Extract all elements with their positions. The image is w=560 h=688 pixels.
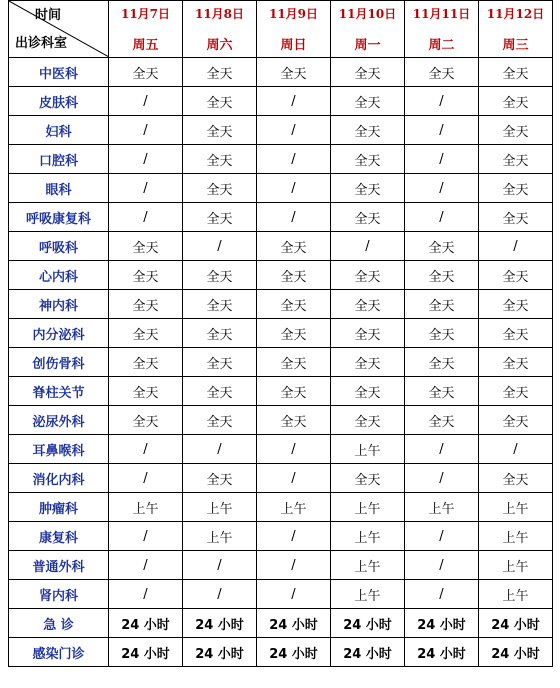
table-row <box>9 174 553 203</box>
schedule-cell: 全天 <box>331 174 405 203</box>
schedule-cell: 全天 <box>405 290 479 319</box>
schedule-cell: 全天 <box>183 58 257 87</box>
schedule-cell: 全天 <box>405 406 479 435</box>
schedule-cell: 24 小时 <box>331 638 405 667</box>
schedule-cell: 24 小时 <box>257 609 331 638</box>
department-name: 康复科 <box>9 522 109 551</box>
schedule-cell: 上午 <box>479 580 553 609</box>
schedule-cell: 全天 <box>183 261 257 290</box>
table-row <box>9 261 553 290</box>
schedule-cell: / <box>479 232 553 261</box>
schedule-cell: 全天 <box>183 319 257 348</box>
schedule-cell: 全天 <box>479 464 553 493</box>
schedule-cell: 24 小时 <box>109 638 183 667</box>
schedule-body <box>9 58 553 667</box>
department-name: 急 诊 <box>9 609 109 638</box>
schedule-cell: 全天 <box>405 377 479 406</box>
schedule-cell: 上午 <box>109 493 183 522</box>
column-header-1 <box>183 1 257 58</box>
schedule-cell: / <box>109 435 183 464</box>
schedule-cell: 全天 <box>257 58 331 87</box>
schedule-cell: 全天 <box>109 232 183 261</box>
schedule-cell: 上午 <box>405 493 479 522</box>
schedule-cell: 全天 <box>331 319 405 348</box>
department-name: 呼吸科 <box>9 232 109 261</box>
table-row <box>9 203 553 232</box>
schedule-cell: / <box>257 580 331 609</box>
column-day: 周三 <box>502 38 529 53</box>
table-row <box>9 551 553 580</box>
table-row <box>9 290 553 319</box>
schedule-cell: 24 小时 <box>479 609 553 638</box>
schedule-cell: / <box>405 551 479 580</box>
schedule-cell: / <box>405 203 479 232</box>
schedule-cell: 上午 <box>331 522 405 551</box>
schedule-cell: 全天 <box>331 406 405 435</box>
table-row <box>9 638 553 667</box>
department-name: 肿瘤科 <box>9 493 109 522</box>
schedule-cell: 全天 <box>109 319 183 348</box>
schedule-cell: 24 小时 <box>183 638 257 667</box>
column-header-0 <box>109 1 183 58</box>
schedule-cell: 全天 <box>183 116 257 145</box>
table-row <box>9 145 553 174</box>
schedule-cell: / <box>257 551 331 580</box>
schedule-cell: 全天 <box>257 319 331 348</box>
schedule-cell: / <box>109 116 183 145</box>
department-name: 皮肤科 <box>9 87 109 116</box>
schedule-cell: 全天 <box>479 58 553 87</box>
schedule-cell: 全天 <box>405 58 479 87</box>
table-row <box>9 319 553 348</box>
schedule-cell: 全天 <box>479 116 553 145</box>
schedule-cell: / <box>183 435 257 464</box>
table-row <box>9 348 553 377</box>
schedule-cell: 全天 <box>109 290 183 319</box>
department-name: 神内科 <box>9 290 109 319</box>
schedule-cell: / <box>257 116 331 145</box>
schedule-cell: 全天 <box>257 290 331 319</box>
schedule-cell: 上午 <box>331 551 405 580</box>
table-row <box>9 522 553 551</box>
schedule-cell: 全天 <box>331 464 405 493</box>
schedule-cell: 全天 <box>479 261 553 290</box>
header-row <box>9 1 553 58</box>
table-row <box>9 435 553 464</box>
schedule-cell: / <box>257 522 331 551</box>
schedule-cell: 全天 <box>109 261 183 290</box>
schedule-cell: 全天 <box>257 261 331 290</box>
schedule-cell: / <box>183 580 257 609</box>
table-row <box>9 406 553 435</box>
schedule-cell: / <box>109 464 183 493</box>
department-name: 耳鼻喉科 <box>9 435 109 464</box>
table-row <box>9 232 553 261</box>
department-name: 肾内科 <box>9 580 109 609</box>
schedule-cell: 24 小时 <box>405 638 479 667</box>
department-name: 普通外科 <box>9 551 109 580</box>
schedule-cell: / <box>109 87 183 116</box>
table-row <box>9 609 553 638</box>
column-date: 11月11日 <box>412 7 471 21</box>
schedule-cell: / <box>405 145 479 174</box>
table-row <box>9 58 553 87</box>
schedule-cell: / <box>183 232 257 261</box>
schedule-cell: 全天 <box>479 319 553 348</box>
department-name: 脊柱关节 <box>9 377 109 406</box>
schedule-cell: 全天 <box>405 319 479 348</box>
column-date: 11月12日 <box>486 7 545 21</box>
schedule-cell: 全天 <box>479 348 553 377</box>
schedule-cell: 全天 <box>331 145 405 174</box>
schedule-cell: / <box>109 145 183 174</box>
schedule-cell: / <box>257 464 331 493</box>
department-name: 口腔科 <box>9 145 109 174</box>
schedule-cell: / <box>257 87 331 116</box>
schedule-cell: / <box>405 174 479 203</box>
schedule-cell: 全天 <box>479 406 553 435</box>
corner-label-time: 时间 <box>35 8 62 23</box>
department-name: 中医科 <box>9 58 109 87</box>
schedule-cell: 全天 <box>405 232 479 261</box>
schedule-cell: 全天 <box>183 203 257 232</box>
schedule-cell: 全天 <box>257 232 331 261</box>
corner-cell <box>9 1 109 58</box>
table-row <box>9 87 553 116</box>
schedule-cell: 上午 <box>479 493 553 522</box>
schedule-cell: / <box>405 522 479 551</box>
schedule-cell: 上午 <box>257 493 331 522</box>
schedule-cell: 24 小时 <box>257 638 331 667</box>
schedule-cell: 24 小时 <box>331 609 405 638</box>
schedule-cell: 全天 <box>479 203 553 232</box>
schedule-cell: / <box>405 464 479 493</box>
schedule-cell: / <box>257 145 331 174</box>
department-name: 妇科 <box>9 116 109 145</box>
schedule-cell: 全天 <box>331 203 405 232</box>
schedule-cell: 上午 <box>331 493 405 522</box>
schedule-cell: / <box>257 174 331 203</box>
schedule-cell: 上午 <box>331 435 405 464</box>
table-row <box>9 580 553 609</box>
schedule-cell: 全天 <box>183 406 257 435</box>
clinic-schedule-table <box>8 0 553 667</box>
column-header-2 <box>257 1 331 58</box>
schedule-cell: 全天 <box>331 261 405 290</box>
corner-label-department: 出诊科室 <box>15 36 68 51</box>
schedule-cell: 24 小时 <box>479 638 553 667</box>
schedule-cell: 全天 <box>257 406 331 435</box>
schedule-cell: 全天 <box>479 290 553 319</box>
schedule-cell: 上午 <box>331 580 405 609</box>
schedule-cell: 全天 <box>183 174 257 203</box>
department-name: 感染门诊 <box>9 638 109 667</box>
schedule-cell: 全天 <box>331 87 405 116</box>
table-row <box>9 464 553 493</box>
schedule-cell: 全天 <box>479 377 553 406</box>
schedule-cell: / <box>405 435 479 464</box>
column-day: 周一 <box>354 38 381 53</box>
schedule-cell: 全天 <box>183 145 257 174</box>
schedule-cell: 全天 <box>479 174 553 203</box>
schedule-cell: / <box>405 580 479 609</box>
schedule-cell: / <box>109 551 183 580</box>
schedule-cell: 全天 <box>109 377 183 406</box>
department-name: 呼吸康复科 <box>9 203 109 232</box>
schedule-cell: 上午 <box>479 522 553 551</box>
column-date: 11月7日 <box>120 7 171 21</box>
schedule-cell: 全天 <box>183 377 257 406</box>
schedule-cell: 24 小时 <box>183 609 257 638</box>
schedule-cell: / <box>109 522 183 551</box>
schedule-cell: 24 小时 <box>109 609 183 638</box>
table-row <box>9 493 553 522</box>
schedule-cell: 全天 <box>479 145 553 174</box>
schedule-cell: 全天 <box>479 87 553 116</box>
table-row <box>9 377 553 406</box>
schedule-cell: 全天 <box>405 261 479 290</box>
schedule-cell: 全天 <box>183 290 257 319</box>
schedule-cell: / <box>109 580 183 609</box>
schedule-cell: / <box>479 435 553 464</box>
department-name: 心内科 <box>9 261 109 290</box>
schedule-cell: 全天 <box>109 58 183 87</box>
schedule-cell: 全天 <box>257 348 331 377</box>
schedule-cell: 上午 <box>183 493 257 522</box>
department-name: 消化内科 <box>9 464 109 493</box>
schedule-cell: 全天 <box>405 348 479 377</box>
department-name: 内分泌科 <box>9 319 109 348</box>
column-day: 周二 <box>428 38 455 53</box>
schedule-cell: 上午 <box>183 522 257 551</box>
schedule-cell: 全天 <box>331 290 405 319</box>
schedule-cell: / <box>405 87 479 116</box>
schedule-cell: 全天 <box>331 377 405 406</box>
schedule-cell: / <box>183 551 257 580</box>
column-header-5 <box>479 1 553 58</box>
schedule-cell: / <box>405 116 479 145</box>
column-day: 周日 <box>280 38 307 53</box>
schedule-cell: 全天 <box>109 406 183 435</box>
schedule-cell: / <box>109 174 183 203</box>
schedule-cell: / <box>109 203 183 232</box>
schedule-cell: 上午 <box>479 551 553 580</box>
department-name: 创伤骨科 <box>9 348 109 377</box>
column-date: 11月10日 <box>338 7 397 21</box>
schedule-cell: 全天 <box>183 464 257 493</box>
column-date: 11月8日 <box>194 7 245 21</box>
column-day: 周五 <box>132 38 159 53</box>
schedule-cell: 全天 <box>109 348 183 377</box>
department-name: 泌尿外科 <box>9 406 109 435</box>
schedule-sheet <box>8 0 552 674</box>
schedule-cell: / <box>331 232 405 261</box>
schedule-cell: / <box>257 435 331 464</box>
schedule-cell: 24 小时 <box>405 609 479 638</box>
schedule-cell: 全天 <box>183 87 257 116</box>
schedule-cell: 全天 <box>183 348 257 377</box>
column-header-3 <box>331 1 405 58</box>
schedule-cell: / <box>257 203 331 232</box>
schedule-cell: 全天 <box>331 58 405 87</box>
column-date: 11月9日 <box>268 7 319 21</box>
schedule-cell: 全天 <box>257 377 331 406</box>
schedule-cell: 全天 <box>331 116 405 145</box>
column-day: 周六 <box>206 38 233 53</box>
table-row <box>9 116 553 145</box>
schedule-cell: 全天 <box>331 348 405 377</box>
department-name: 眼科 <box>9 174 109 203</box>
column-header-4 <box>405 1 479 58</box>
